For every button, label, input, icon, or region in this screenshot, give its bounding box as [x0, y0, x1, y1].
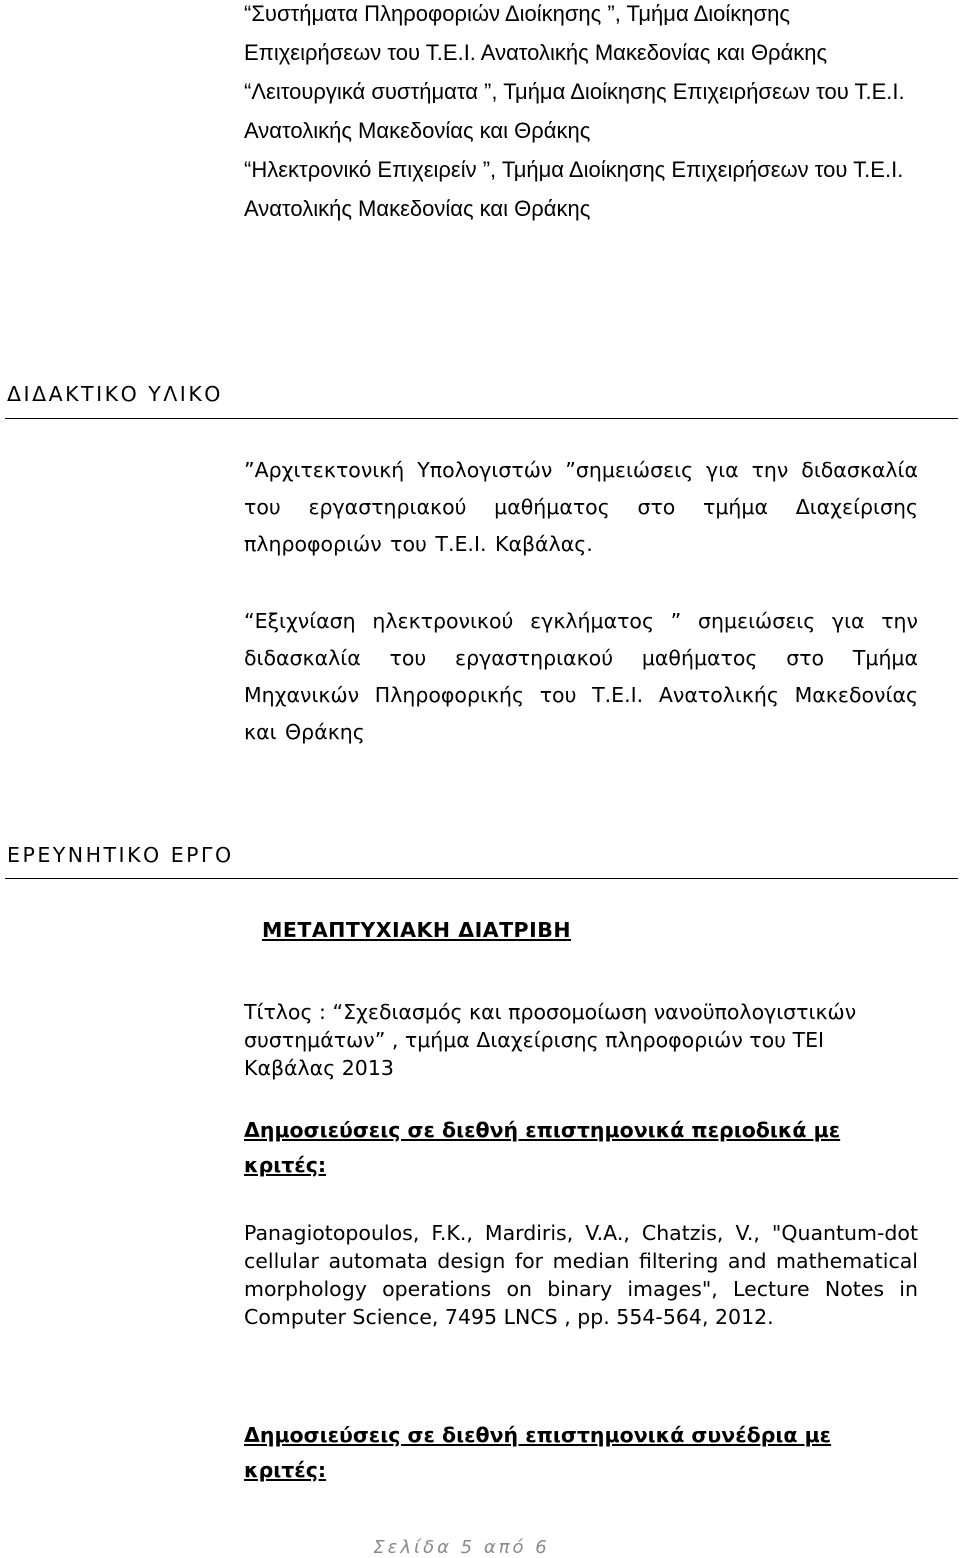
lecture-item: “Συστήματα Πληροφοριών Διοίκησης ”, Τμήμα Διοίκησης Επιχειρήσεων του Τ.Ε.Ι. Ανατολικής Μακεδονίας και Θράκης: [244, 1, 828, 65]
journals-heading: Δημοσιεύσεις σε διεθνή επιστημονικά περιοδικά με κριτές:: [244, 1118, 841, 1177]
conferences-heading: Δημοσιεύσεις σε διεθνή επιστημονικά συνέδρια με κριτές:: [244, 1423, 832, 1482]
section-divider: [5, 418, 958, 419]
thesis-heading: ΜΕΤΑΠΤΥΧΙΑΚΗ ΔΙΑΤΡΙΒΗ: [262, 918, 571, 942]
section-divider: [5, 878, 958, 879]
teaching-item: ”Αρχιτεκτονική Υπολογιστών ”σημειώσεις για την διδασκαλία του εργαστηριακού μαθήματος στο τμήμα Διαχείρισης πληροφοριών του Τ.Ε.Ι. Καβάλας.: [244, 458, 918, 556]
research-heading: ΕΡΕΥΝΗΤΙΚΟ ΕΡΓΟ: [7, 843, 234, 867]
journal-publication: Panagiotopoulos, F.K., Mardiris, V.A., Chatzis, V., "Quantum-dot cellular automata design for median filtering and mathematical morphology operations on binary images", Lecture Notes in Computer Science, 7495 LNCS , pp. 554-564, 2012.: [244, 1221, 918, 1329]
lecture-item: “Ηλεκτρονικό Επιχειρείν ”, Τμήμα Διοίκησης Επιχειρήσεων του Τ.Ε.Ι. Ανατολικής Μακεδονίας και Θράκης: [244, 157, 904, 221]
page-footer: Σελίδα 5 από 6: [373, 1537, 550, 1558]
teaching-item: “Εξιχνίαση ηλεκτρονικού εγκλήματος ” σημειώσεις για την διδασκαλία του εργαστηριακού μαθήματος στο Τμήμα Μηχανικών Πληροφορικής του Τ.Ε.Ι. Ανατολικής Μακεδονίας και Θράκης: [244, 609, 918, 744]
lecture-item: “Λειτουργικά συστήματα ”, Τμήμα Διοίκησης Επιχειρήσεων του Τ.Ε.Ι. Ανατολικής Μακεδονίας και Θράκης: [244, 79, 905, 143]
teaching-material-heading: ΔΙΔΑΚΤΙΚΟ ΥΛΙΚΟ: [7, 382, 223, 406]
thesis-text: Τίτλος : “Σχεδιασμός και προσομοίωση νανοϋπολογιστικών συστημάτων” , τμήμα Διαχείρισης πληροφοριών του ΤΕΙ Καβάλας 2013: [244, 1000, 857, 1080]
